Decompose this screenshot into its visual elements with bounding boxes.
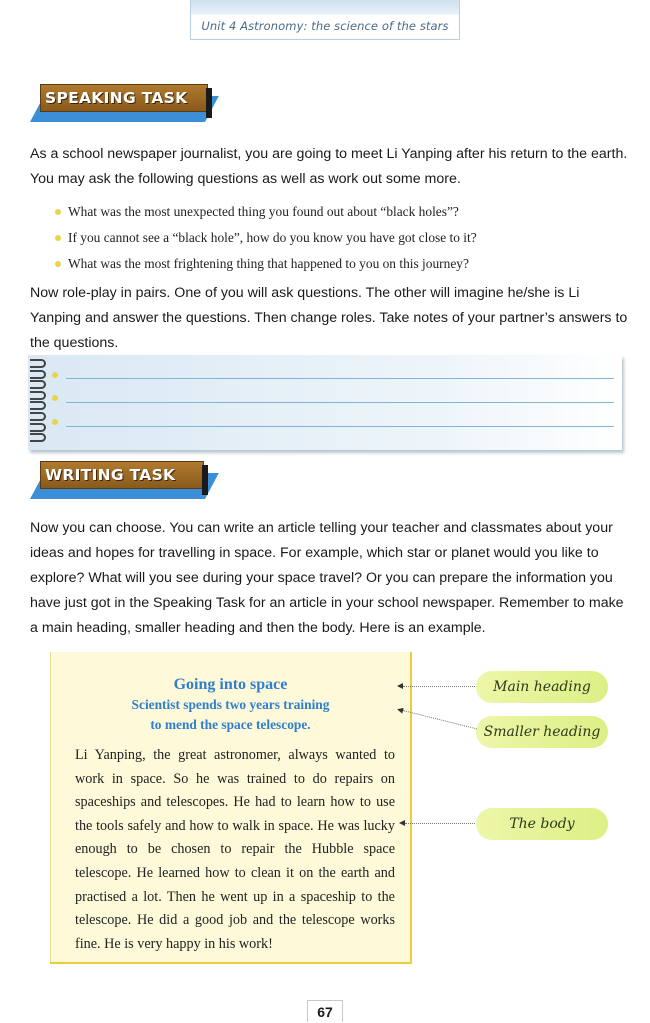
example-border-right	[410, 652, 412, 962]
pointer-body	[405, 823, 475, 824]
note-line[interactable]	[66, 426, 614, 427]
bullet-icon	[55, 209, 61, 215]
writing-instructions: Now you can choose. You can write an article telling your teacher and classmates about your ideas and hopes for travelling in space. For example, which star or planet would you like to explore? What will you see during your space travel? Or you can prepare the information you have just got in the Speaking Task for an article in your school newspaper. Remember to make a main heading, smaller heading and then the body. Here is an example.	[30, 520, 624, 636]
speaking-task-banner	[30, 84, 210, 124]
bullet-icon	[52, 419, 58, 425]
callout-main-heading: Main heading	[476, 671, 608, 703]
pointer-smaller-heading	[403, 710, 477, 729]
unit-header	[190, 0, 460, 40]
list-item: If you cannot see a “black hole”, how do you know you have got close to it?	[55, 225, 615, 251]
bullet-icon	[55, 261, 61, 267]
note-line[interactable]	[66, 378, 614, 379]
speaking-intro: As a school newspaper journalist, you are going to meet Li Yanping after his return to the earth. You may ask the following questions as well as work out some more.	[30, 146, 628, 187]
writing-task-label: WRITING TASK	[45, 466, 176, 484]
bullet-icon	[52, 372, 58, 378]
callout-body: The body	[476, 808, 608, 840]
note-line[interactable]	[66, 402, 614, 403]
example-body: Li Yanping, the great astronomer, always wanted to work in space. So he was trained to do repairs on spaceships and telescopes. He had to learn how to use the tools safely and how to walk in space. He was lucky enough to be chosen to repair the Hubble space telescope. He learned how to clean it on the earth and practised a lot. Then he went up in a spaceship to the telescope. He did a good job and the telescope works fine. He is very happy in his work!	[75, 747, 395, 952]
spiral-binding-icon	[30, 359, 50, 444]
bullet-icon	[55, 235, 61, 241]
example-smaller-heading-line2: to mend the space telescope.	[150, 717, 311, 732]
bullet-icon	[52, 395, 58, 401]
example-main-heading: Going into space	[173, 676, 288, 693]
speaking-task-label: SPEAKING TASK	[45, 89, 188, 107]
unit-title: Unit 4 Astronomy: the science of the stars	[201, 19, 449, 33]
example-article	[50, 652, 410, 962]
page-number: 67	[307, 1000, 343, 1022]
list-item: What was the most frightening thing that happened to you on this journey?	[55, 251, 615, 277]
example-border-bottom	[50, 962, 412, 964]
writing-task-banner	[30, 461, 210, 501]
pointer-main-heading	[403, 686, 475, 687]
roleplay-instructions: Now role-play in pairs. One of you will ask questions. The other will imagine he/she is Li Yanping and answer the questions. Then change roles. Take notes of your partner’s answers to the questions.	[30, 285, 628, 351]
notes-notepad	[28, 355, 622, 450]
callout-smaller-heading: Smaller heading	[476, 716, 608, 748]
question-list	[55, 199, 615, 277]
list-item: What was the most unexpected thing you found out about “black holes”?	[55, 199, 615, 225]
example-smaller-heading-line1: Scientist spends two years training	[131, 697, 330, 712]
